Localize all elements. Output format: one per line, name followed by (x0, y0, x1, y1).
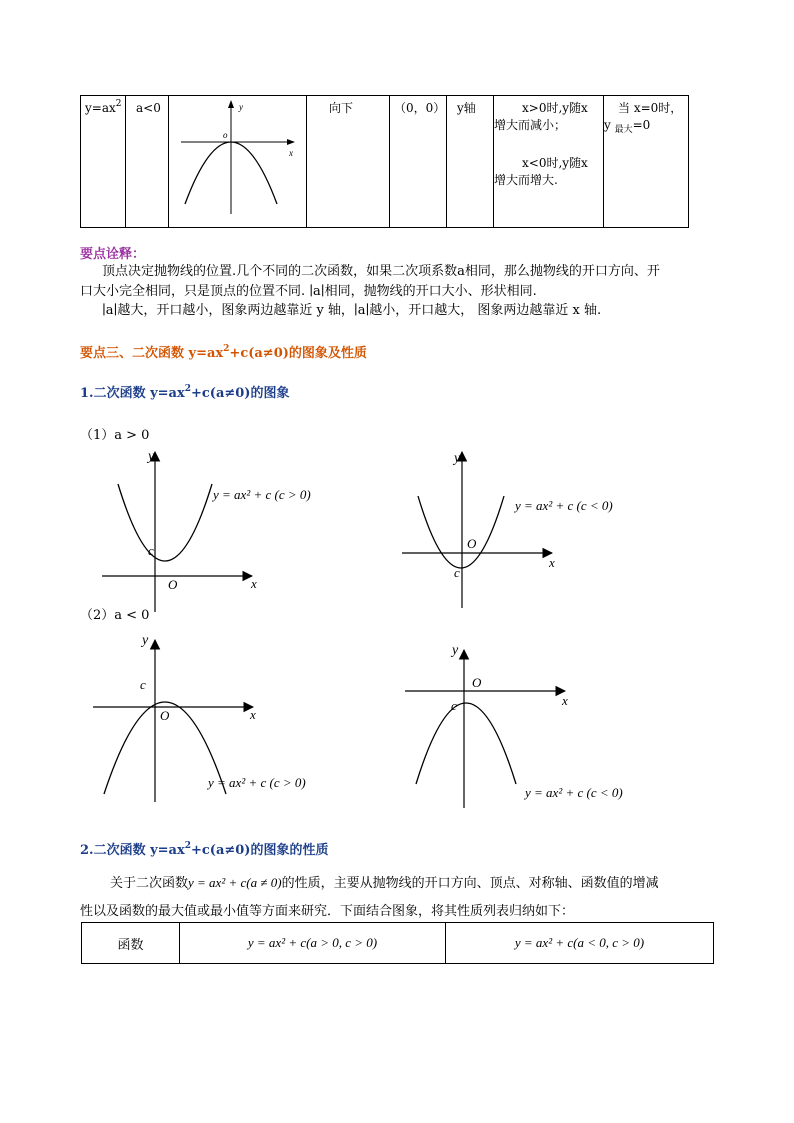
key-note-line-3: ∣a∣越大，开口越小，图象两边越靠近 y 轴，∣a∣越小，开口越大， 图象两边越靠近 x 轴. (102, 303, 602, 318)
header-function: 函数 (82, 923, 180, 964)
svg-text:O: O (472, 675, 482, 690)
key-note-title: 要点诠释： (80, 247, 146, 262)
svg-text:y: y (148, 449, 155, 464)
x-axis-arrow (287, 139, 295, 145)
svg-text:y: y (454, 451, 461, 466)
svg-text:c: c (148, 543, 154, 558)
graph-1-label: y = ax² + c (c > 0) (213, 487, 311, 502)
case-a-positive-label: （1）a > 0 (80, 428, 150, 443)
graph-3-a-neg-c-pos (93, 633, 306, 802)
properties-table-a-negative (80, 95, 689, 228)
svg-text:c: c (454, 565, 460, 580)
case-a-negative-label: （2）a < 0 (80, 608, 150, 623)
properties-summary-table (81, 922, 714, 964)
graph-1-a-pos-c-pos (102, 449, 311, 612)
svg-text:y: y (452, 643, 459, 658)
key-note-line-2: 口大小完全相同，只是顶点的位置不同. ∣a∣相同，抛物线的开口大小、形状相同. (80, 284, 537, 299)
downward-parabola-graph (169, 96, 305, 222)
header-a-neg-c-pos: y = ax² + c(a < 0, c > 0) (446, 923, 714, 964)
graph-y-label: y (239, 102, 243, 112)
subsection-2-heading: 2.二次函数 $y=ax^2+c(a\ne 0)$的图象的性质 (80, 841, 329, 858)
parabola-graphs (0, 440, 794, 820)
subsection-1-heading: 1.二次函数 $y=ax^2+c(a\ne 0)$的图象 (80, 384, 290, 401)
intro-line-1: 关于二次函数y = ax² + c(a ≠ 0)的性质，主要从抛物线的开口方向、顶点、对称轴、函数值的增减 (110, 875, 659, 891)
intro-line-2: 性以及函数的最大值或最小值等方面来研究．下面结合图象，将其性质列表归纳如下： (80, 904, 575, 919)
graph-3-label: y = ax² + c (c > 0) (208, 775, 306, 790)
svg-text:O: O (160, 708, 170, 723)
svg-text:x: x (250, 707, 256, 722)
section-3-heading: 要点三、二次函数 $y=ax^2+c(a\ne 0)$的图象及性质 (80, 344, 367, 361)
graph-origin-label: o (223, 130, 228, 140)
condition-cell: a<0 (126, 96, 169, 228)
graph-4-label: y = ax² + c (c < 0) (525, 785, 623, 800)
graph-4-a-neg-c-neg (405, 643, 623, 808)
header-a-pos-c-pos: y = ax² + c(a > 0, c > 0) (180, 923, 446, 964)
key-note-line-1: 顶点决定抛物线的位置.几个不同的二次函数，如果二次项系数a相同，那么抛物线的开口方向、开 (102, 264, 660, 279)
svg-text:x: x (562, 693, 568, 708)
monotonicity-cell: x>0时,y随x 增大而减小； x<0时,y随x 增大而增大. (494, 96, 604, 228)
vertex-cell: （0，0） (390, 96, 447, 228)
svg-text:c: c (140, 677, 146, 692)
svg-text:c: c (451, 698, 457, 713)
extreme-value-cell: 当 x=0时， y $_{最大}$=0 (604, 96, 689, 228)
svg-text:O: O (168, 577, 178, 592)
graph-x-label: x (289, 148, 293, 158)
graph-2-label: y = ax² + c (c < 0) (515, 498, 613, 513)
opening-direction-cell: 向下 (307, 96, 390, 228)
axis-cell: y轴 (447, 96, 494, 228)
svg-text:x: x (251, 576, 257, 591)
graph-2-a-pos-c-neg (402, 451, 613, 608)
graph-cell (169, 96, 307, 228)
y-axis-arrow (228, 100, 234, 108)
svg-text:y: y (142, 633, 149, 648)
function-cell: $y=ax^2$ (81, 96, 126, 228)
svg-text:x: x (549, 555, 555, 570)
svg-text:O: O (467, 536, 477, 551)
